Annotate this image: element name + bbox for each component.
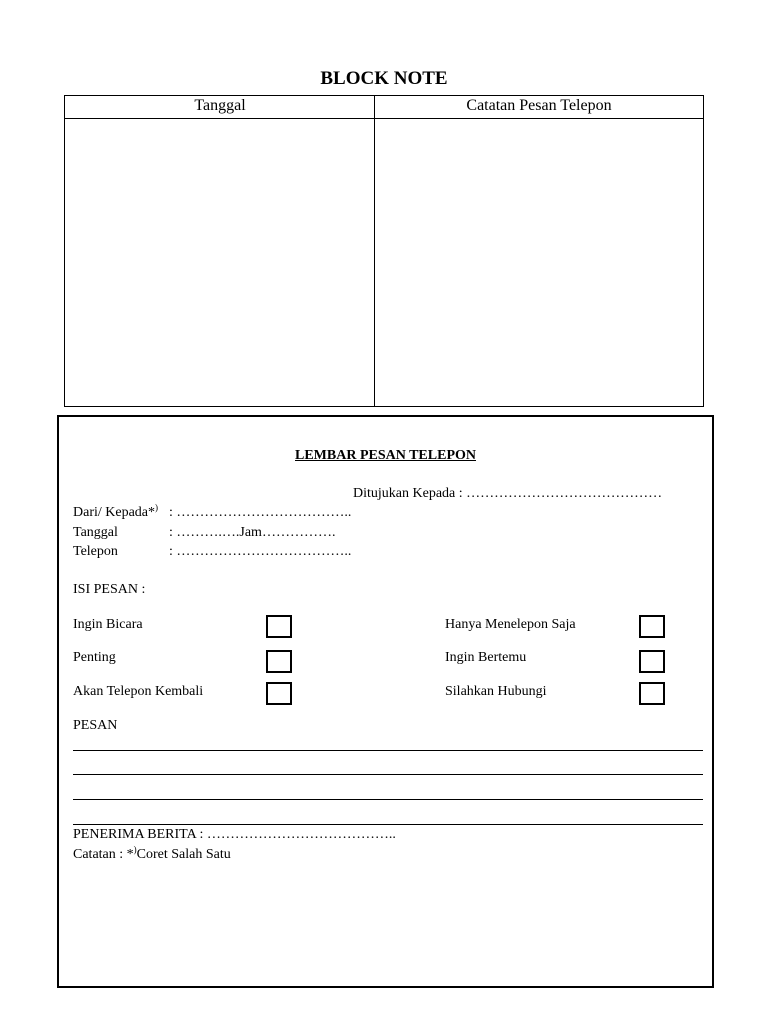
pesan-label: PESAN (73, 718, 118, 733)
telepon-field[interactable]: : ……………………………….. (169, 544, 352, 559)
checkbox-hanya-menelepon[interactable] (639, 615, 665, 638)
column-divider (374, 96, 375, 406)
block-note-table (64, 95, 704, 407)
phone-message-form (57, 415, 714, 988)
message-line-1[interactable] (73, 750, 703, 751)
catatan-footnote-mark: ) (133, 844, 137, 855)
checkbox-penting[interactable] (266, 650, 292, 673)
dari-kepada-field[interactable]: : ……………………………….. (169, 505, 352, 520)
catatan-note (73, 844, 231, 863)
checkbox-ingin-bertemu[interactable] (639, 650, 665, 673)
message-line-4[interactable] (73, 824, 703, 825)
option-label-hanya-menelepon: Hanya Menelepon Saja (445, 617, 576, 632)
dari-kepada-label (73, 502, 159, 521)
message-line-2[interactable] (73, 774, 703, 775)
column-header-tanggal: Tanggal (65, 96, 375, 119)
tanggal-jam-field[interactable]: : ……….….Jam……………. (169, 525, 336, 540)
checkbox-ingin-bicara[interactable] (266, 615, 292, 638)
option-label-ingin-bicara: Ingin Bicara (73, 617, 143, 632)
option-label-silahkan-hubungi: Silahkan Hubungi (445, 684, 547, 699)
dari-kepada-label-text: Dari/ Kepada* (73, 505, 156, 520)
message-line-3[interactable] (73, 799, 703, 800)
catatan-prefix: Catatan : * (73, 847, 134, 862)
column-header-catatan: Catatan Pesan Telepon (375, 96, 703, 119)
dari-kepada-footnote-mark: ) (155, 502, 159, 513)
telepon-label: Telepon (73, 544, 118, 559)
form-title: LEMBAR PESAN TELEPON (295, 448, 476, 463)
penerima-berita-field[interactable]: PENERIMA BERITA : ………………………………….. (73, 827, 396, 842)
block-note-title: BLOCK NOTE (320, 68, 448, 89)
catatan-text: Coret Salah Satu (136, 847, 231, 862)
checkbox-silahkan-hubungi[interactable] (639, 682, 665, 705)
tanggal-label: Tanggal (73, 525, 118, 540)
ditujukan-kepada-field[interactable]: Ditujukan Kepada : …………………………………… (353, 486, 663, 501)
option-label-akan-telepon-kembali: Akan Telepon Kembali (73, 684, 204, 699)
option-label-ingin-bertemu: Ingin Bertemu (445, 650, 527, 665)
option-label-penting: Penting (73, 650, 116, 665)
checkbox-akan-telepon-kembali[interactable] (266, 682, 292, 705)
isi-pesan-label: ISI PESAN : (73, 582, 146, 597)
